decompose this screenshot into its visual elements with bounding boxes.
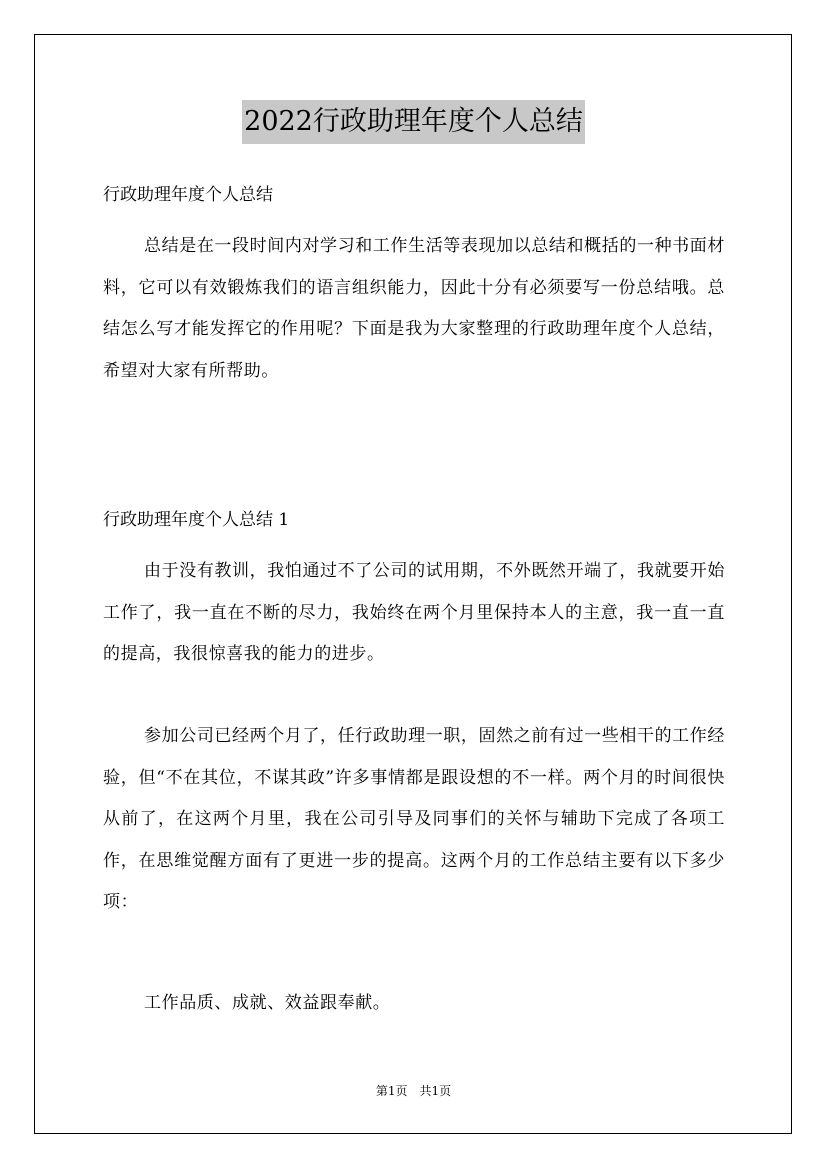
page-footer: 第1页 共1页 [375, 1084, 452, 1098]
intro-paragraph: 总结是在一段时间内对学习和工作生活等表现加以总结和概括的一种书面材料，它可以有效锻炼我们的语言组织能力，因此十分有必须要写一份总结哦。总结怎么写才能发挥它的作用呢？下面是我为大家整理的行政助理年度个人总结，希望对大家有所帮助。 [103, 236, 725, 381]
section1-paragraph-3: 工作品质、成就、效益跟奉献。 [144, 993, 391, 1013]
section1-paragraph-2: 参加公司已经两个月了，任行政助理一职，固然之前有过一些相干的工作经验，但“不在其位，不谋其政”许多事情都是跟设想的不一样。两个月的时间很快从前了，在这两个月里，我在公司引导及同事们的关怀与辅助下完成了各项工作，在思维觉醒方面有了更进一步的提高。这两个月的工作总结主要有以下多少项： [103, 726, 725, 912]
section1-paragraph-1: 由于没有教训，我怕通过不了公司的试用期，不外既然开端了，我就要开始工作了，我一直在不断的尽力，我始终在两个月里保持本人的主意，我一直一直的提高，我很惊喜我的能力的进步。 [103, 561, 725, 664]
intro-heading: 行政助理年度个人总结 [103, 185, 273, 205]
document-title: 2022行政助理年度个人总结 [242, 100, 585, 144]
section1-heading: 行政助理年度个人总结 1 [103, 510, 290, 530]
title-container [0, 100, 827, 144]
